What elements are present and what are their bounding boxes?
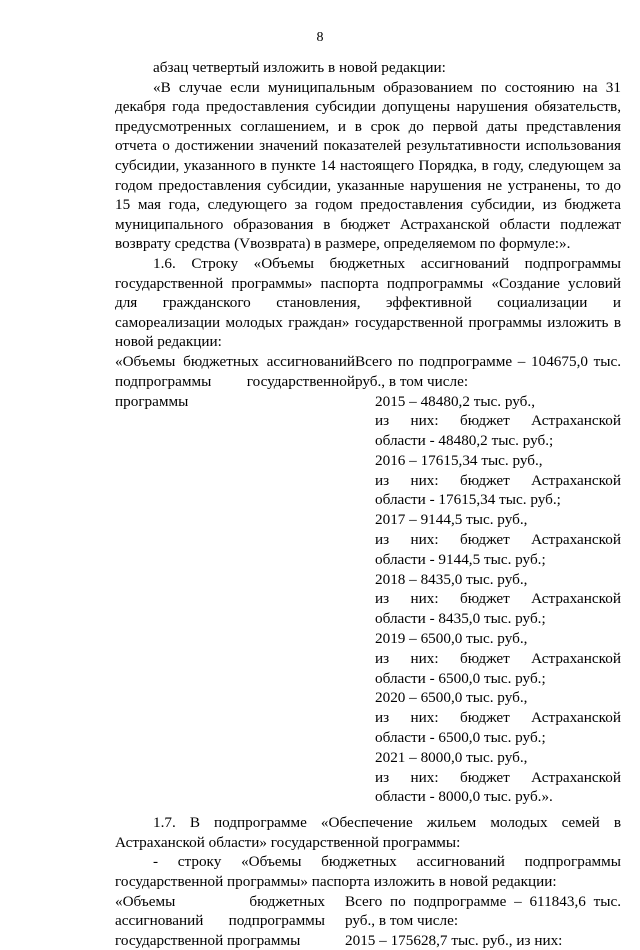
table1-year: 2021 – 8000,0 тыс. руб.,	[375, 748, 528, 766]
document-page	[115, 0, 621, 950]
table1-detail: из них: бюджет Астраханской области - 8435,0 тыс. руб.;	[375, 590, 621, 628]
table2-total: Всего по подпрограмме – 611843,6 тыс. руб., в том числе:	[345, 892, 621, 930]
table1-detail: из них: бюджет Астраханской области - 6500,0 тыс. руб.;	[375, 709, 621, 747]
table1-year: 2017 – 9144,5 тыс. руб.,	[375, 511, 528, 529]
table1-total: Всего по подпрограмме – 104675,0 тыс. руб., в том числе:	[355, 352, 621, 390]
table1-year-row	[355, 451, 621, 510]
table1-detail: из них: бюджет Астраханской области - 9144,5 тыс. руб.;	[375, 531, 621, 568]
table1-year-row	[355, 570, 621, 629]
table1-year-row	[355, 629, 621, 688]
table1-detail: из них: бюджет Астраханской области - 48480,2 тыс. руб.;	[375, 412, 621, 450]
table1-year-row	[355, 392, 621, 451]
intro-paragraph: абзац четвертый изложить в новой редакции:	[153, 59, 446, 76]
table1-year: 2020 – 6500,0 тыс. руб.,	[375, 689, 528, 707]
page-number: 8	[316, 30, 324, 45]
item-1-6-paragraph: 1.6. Строку «Объемы бюджетных ассигнований подпрограммы государственной программы» паспорта подпрограммы «Создание условий для гражданского становления, эффективной социализации и самореализации молодых граждан» государственной программы изложить в новой редакции:	[115, 254, 621, 351]
table1-year: 2015 – 48480,2 тыс. руб.,	[375, 392, 536, 410]
table1-detail: из них: бюджет Астраханской области - 6500,0 тыс. руб.;	[375, 649, 621, 687]
table1-detail: из них: бюджет Астраханской области - 8000,0 тыс. руб.».	[375, 768, 621, 806]
table2-left-cell: «Объемы бюджетных ассигнований подпрограммы государственной программы	[115, 892, 325, 949]
budget-table-1	[115, 352, 621, 807]
table1-year: 2016 – 17615,34 тыс. руб.,	[375, 451, 543, 469]
table1-year: 2018 – 8435,0 тыс. руб.,	[375, 570, 528, 588]
budget-table-2	[115, 892, 621, 950]
table2-right-cell	[325, 892, 621, 950]
table1-left-cell: «Объемы бюджетных ассигнований подпрограммы государственной программы	[115, 352, 355, 410]
table1-right-cell	[355, 352, 621, 807]
item-1-7-paragraph: 1.7. В подпрограмме «Обеспечение жильем молодых семей в Астраханской области» государственной программы:	[115, 814, 621, 851]
table2-year: 2015 – 175628,7 тыс. руб., из них:	[345, 931, 563, 949]
table1-detail: из них: бюджет Астраханской области - 17615,34 тыс. руб.;	[375, 471, 621, 509]
item-1-7-sub-paragraph: - строку «Объемы бюджетных ассигнований подпрограммы государственной программы» паспорта изложить в новой редакции:	[115, 853, 621, 891]
table1-year-row	[355, 748, 621, 807]
table1-year-row	[355, 688, 621, 747]
table1-year-row	[355, 510, 621, 569]
quote-paragraph: «В случае если муниципальным образованием по состоянию на 31 декабря года предоставления субсидии допущены нарушения обязательств, предусмотренных соглашением, и в срок до первой даты представления отчета о достижении значений показателей результативности использования субсидии, указанного в пункте 14 настоящего Порядка, в году, следующем за годом предоставления субсидии, указанные нарушения не устранены, то до 15 мая года, следующего за годом предоставления субсидии, из бюджета муниципального образования в бюджет Астраханской области подлежат возврату средства (Vвозврата) в размере, определяемом по формуле:».	[115, 78, 621, 253]
table1-year: 2019 – 6500,0 тыс. руб.,	[375, 630, 528, 648]
